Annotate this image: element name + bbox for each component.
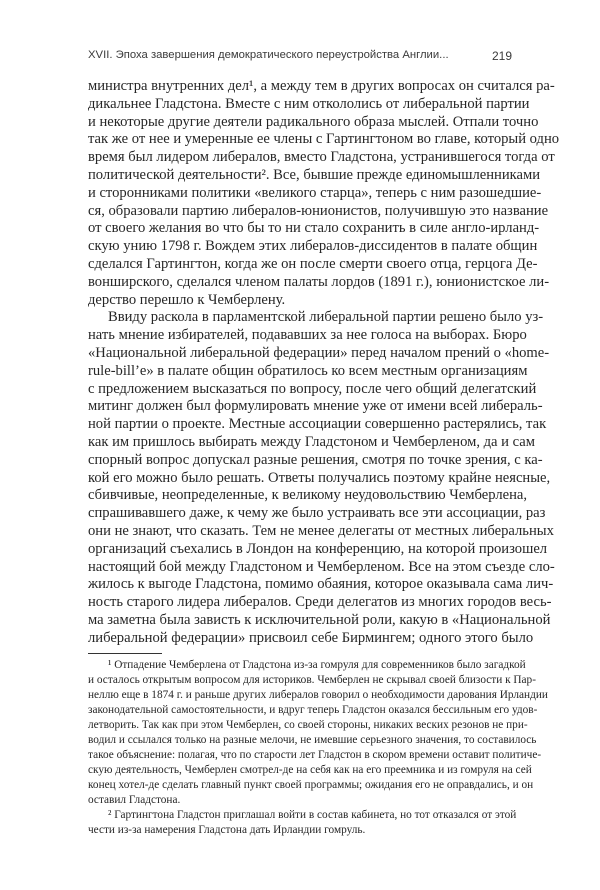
- footnote-line: ¹ Отпадение Чемберлена от Гладстона из-за гомруля для современников было загадкой: [108, 659, 526, 671]
- text-line: митинг должен был формулировать мнение уже от имени всей либераль-: [88, 398, 543, 415]
- text-line: они не знают, что сказать. Тем не менее делегаты от местных либеральных: [88, 522, 554, 539]
- text-line: от своего желания во что бы то ни стало сохранить в силе англо-ирланд-: [88, 220, 540, 237]
- text-line: Ввиду раскола в парламентской либеральной партии решено было уз-: [108, 309, 544, 326]
- text-line: и сторонниками политики «великого старца», теперь с ним разошедшие-: [88, 184, 542, 201]
- text-line: и некоторые другие деятели радикального образа мыслей. Отпали точно: [88, 113, 539, 130]
- footnote-line: скую деятельность, Чемберлен смотрел-де на себя как на его преемника и из гомруля на сей: [88, 764, 532, 776]
- text-line: вонширского, сделался членом палаты лордов (1891 г.), юнионистское ли-: [88, 273, 550, 290]
- footnotes: [88, 658, 548, 838]
- text-line: «Национальной либеральной федерации» перед началом прений о «home-: [88, 344, 550, 361]
- text-line: настоящий бой между Гладстоном и Чемберленом. Все на этом съезде сло-: [88, 558, 555, 575]
- page-number: 219: [491, 49, 512, 63]
- text-line: кой его можно было решать. Ответы получались поэтому крайне неясные,: [88, 469, 551, 486]
- text-line: нать мнение избирателей, подававших за нее голоса на выборах. Бюро: [88, 327, 527, 344]
- footnote-line: ² Гартингтона Гладстон приглашал войти в состав кабинета, но тот отказался от этой: [108, 809, 517, 821]
- footnote-line: законодательной самостоятельности, и вдруг теперь Гладстон оказался бессильным его удов-: [88, 704, 538, 716]
- text-line: ма заметна была зависть к исключительной роли, какую в «Национальной: [88, 611, 551, 628]
- text-line: время был лидером либералов, вместо Гладстона, устранившегося тогда от: [88, 149, 555, 166]
- footnote-line: оставил Гладстона.: [88, 794, 181, 806]
- running-title: XVII. Эпоха завершения демократического переустройства Англии...: [88, 49, 449, 61]
- text-line: rule-bill’e» в палате общин обратилось ко всем местным организациям: [88, 362, 528, 379]
- running-header: [88, 49, 512, 67]
- text-line: жилось к выгоде Гладстона, помимо обаяния, которое оказывала сама лич-: [88, 576, 554, 593]
- text-line: политической деятельности². Все, бывшие прежде единомышленниками: [88, 166, 541, 183]
- footnote-line: и осталось открытым вопросом для историков. Чемберлен не скрывал своей близости к Пар-: [88, 674, 536, 686]
- footnote-line: водил и ссылался только на разные мелочи, не имевшие серьезного значения, то составилось: [88, 734, 537, 746]
- text-line: сбивчивые, неопределенные, к великому неудовольствию Чемберлена,: [88, 487, 528, 504]
- footnote-line: такое объяснение: полагая, что по старости лет Гладстон в скором времени оставит политиче-: [88, 749, 542, 761]
- text-line: дикальнее Гладстона. Вместе с ним откололись от либеральной партии: [88, 95, 530, 112]
- footnote-line: конец хотел-де сделать главный пункт своей программы; ожидания его не оправдались, и он: [88, 779, 534, 791]
- body-text: [88, 78, 560, 648]
- text-line: дерство перешло к Чемберлену.: [88, 291, 286, 308]
- text-line: ной партии о проекте. Местные ассоциации совершенно растерялись, так: [88, 416, 547, 433]
- footnote-line: неллю еще в 1874 г. и раньше других либералов говорил о необходимости дарования Ирландии: [88, 689, 548, 701]
- text-line: сделался Гартингтон, когда же он после смерти своего отца, герцога Де-: [88, 255, 538, 272]
- footnote-line: летворить. Так как при этом Чемберлен, со своей стороны, никаких веских резонов не при-: [88, 719, 528, 731]
- text-line: как им пришлось выбирать между Гладстоном и Чемберленом, да и сам: [88, 433, 535, 450]
- text-line: так же от нее и умеренные ее члены с Гартингтоном во главе, который одно: [88, 131, 560, 148]
- text-line: спрашивавшего даже, к чему же было устраивать все эти ассоциации, раз: [88, 505, 546, 522]
- text-line: организаций съехались в Лондон на конференцию, на которой произошел: [88, 540, 548, 557]
- text-line: министра внутренних дел¹, а между тем в других вопросах он считался ра-: [88, 78, 555, 94]
- text-line: спорный вопрос допускал разные решения, смотря по точке зрения, с ка-: [88, 451, 543, 468]
- text-line: скую унию 1798 г. Вождем этих либералов-диссидентов в палате общин: [88, 238, 538, 255]
- text-line: ся, образовали партию либералов-юнионистов, получившую это название: [88, 202, 549, 219]
- footnote-line: чести из-за намерения Гладстона дать Ирландии гомруль.: [88, 824, 366, 836]
- text-line: с предложением высказаться по вопросу, после чего общий делегатский: [88, 380, 537, 397]
- text-line: ность старого лидера либералов. Среди делегатов из многих городов весь-: [88, 594, 552, 611]
- footnote-separator: [88, 653, 162, 654]
- text-line: либеральной федерации» присвоил себе Бирмингем; одного этого было: [88, 629, 534, 646]
